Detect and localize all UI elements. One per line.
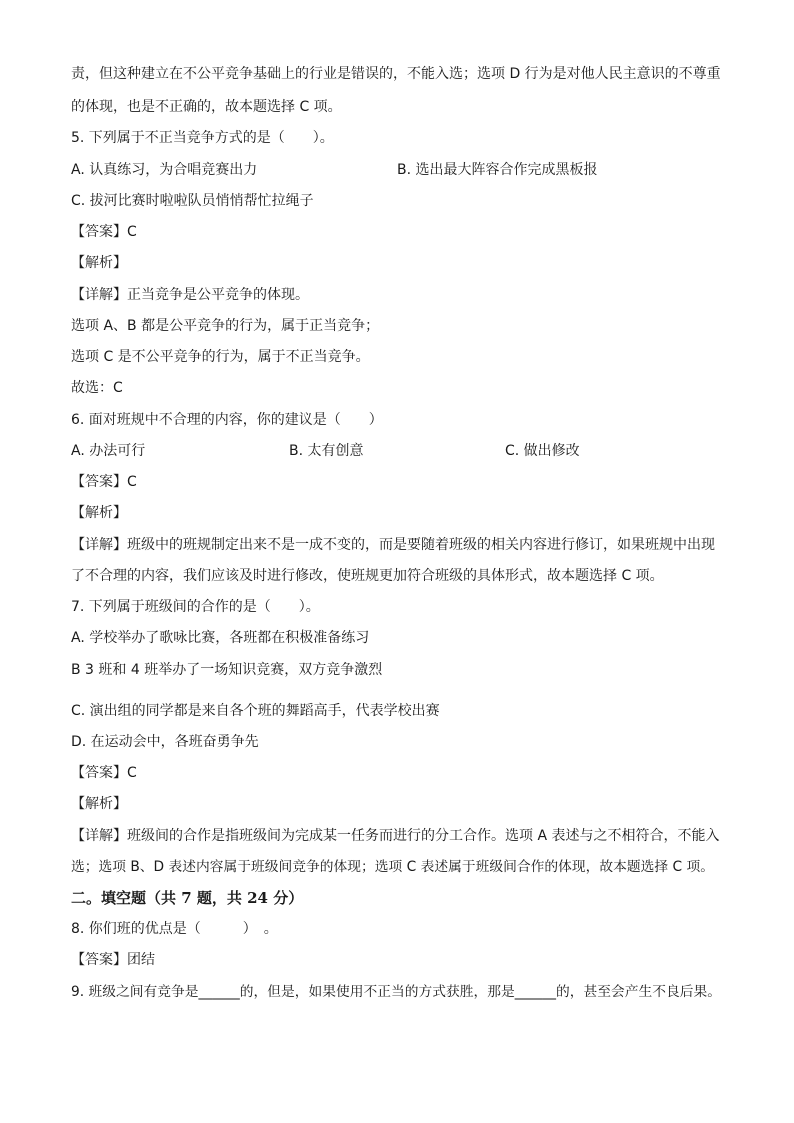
q5-detail-4: 故选：C [71,380,123,396]
q7-detail-1: 【详解】班级间的合作是指班级间为完成某一任务而进行的分工合作。选项 A 表述与之不相符合，不能入 [71,828,720,844]
q5-detail-2: 选项 A、B 都是公平竞争的行为，属于正当竞争； [71,318,380,334]
q5-analysis-label: 【解析】 [71,255,127,271]
q7-option-d: D. 在运动会中，各班奋勇争先 [71,734,259,750]
q5-answer: 【答案】C [71,224,137,240]
q6-stem: 6. 面对班规中不合理的内容，你的建议是（ ） [71,412,383,428]
q6-option-a: A. 办法可行 [71,443,146,459]
q7-option-c: C. 演出组的同学都是来自各个班的舞蹈高手，代表学校出赛 [71,703,440,719]
q8-stem: 8. 你们班的优点是（ ） 。 [71,921,278,937]
q7-analysis-label: 【解析】 [71,796,127,812]
q5-option-a: A. 认真练习，为合唱竞赛出力 [71,162,258,178]
section-2-title: 二。填空题（共 7 题，共 24 分） [71,889,304,907]
q5-detail-3: 选项 C 是不公平竞争的行为，属于不正当竞争。 [71,349,370,365]
q7-option-b: B 3 班和 4 班举办了一场知识竞赛，双方竞争激烈 [71,662,383,678]
q6-detail-2: 了不合理的内容，我们应该及时进行修改，使班规更加符合班级的具体形式，故本题选择 C 项。 [71,568,664,584]
prev-analysis-line-2: 的体现，也是不正确的，故本题选择 C 项。 [71,99,342,115]
q6-option-c: C. 做出修改 [505,443,580,459]
q7-detail-2: 选；选项 B、D 表述内容属于班级间竞争的体现；选项 C 表述属于班级间合作的体现，故本题选择 C 项。 [71,859,714,875]
q7-answer: 【答案】C [71,765,137,781]
q7-stem: 7. 下列属于班级间的合作的是（ ）。 [71,599,320,615]
q9-stem: 9. 班级之间有竞争是______的，但是，如果使用不正当的方式获胜，那是______的，甚至会产生不良后果。 [71,984,721,1000]
q7-option-a: A. 学校举办了歌咏比赛，各班都在积极准备练习 [71,630,370,646]
q5-stem: 5. 下列属于不正当竞争方式的是（ ）。 [71,130,334,146]
q6-detail-1: 【详解】班级中的班规制定出来不是一成不变的，而是要随着班级的相关内容进行修订，如果班规中出现 [71,537,715,553]
q6-option-b: B. 太有创意 [289,443,364,459]
q5-option-b: B. 选出最大阵容合作完成黑板报 [397,162,598,178]
q6-answer: 【答案】C [71,474,137,490]
q6-analysis-label: 【解析】 [71,505,127,521]
q8-answer: 【答案】团结 [71,952,155,968]
q5-detail-1: 【详解】正当竞争是公平竞争的体现。 [71,287,309,303]
prev-analysis-line-1: 责，但这种建立在不公平竞争基础上的行业是错误的，不能入选；选项 D 行为是对他人民主意识的不尊重 [71,66,721,82]
q5-option-c: C. 拔河比赛时啦啦队员悄悄帮忙拉绳子 [71,193,314,209]
